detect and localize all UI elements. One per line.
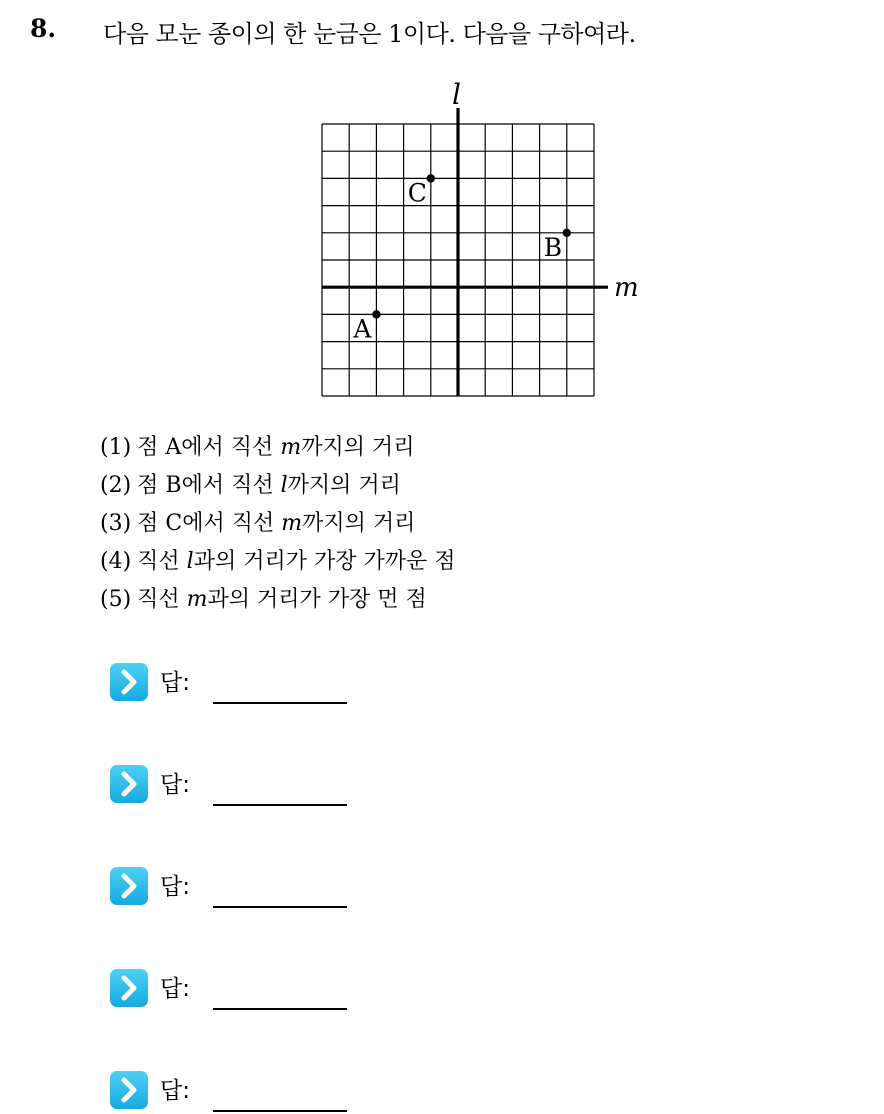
subquestion-list <box>100 429 455 619</box>
answer-label: 답: <box>160 874 190 900</box>
subquestion-variable: m <box>281 511 303 536</box>
subquestion-number: (2) <box>100 473 132 498</box>
subquestion-3 <box>100 505 455 543</box>
answer-label: 답: <box>160 976 190 1002</box>
subquestion-4 <box>100 543 455 581</box>
subquestion-variable: l <box>186 549 194 574</box>
point-B <box>563 229 571 237</box>
answer-row-5 <box>110 1068 410 1112</box>
subquestion-text: 까지의 거리 <box>302 511 416 536</box>
answer-blank[interactable] <box>213 906 347 908</box>
point-label-B: B <box>543 232 563 262</box>
subquestion-number: (1) <box>100 435 132 460</box>
answer-label: 답: <box>160 772 190 798</box>
answer-row-1 <box>110 660 410 704</box>
answer-blank[interactable] <box>213 804 347 806</box>
subquestion-text: 까지의 거리 <box>287 473 401 498</box>
line-m-label: m <box>614 273 639 304</box>
subquestion-1 <box>100 429 455 467</box>
subquestion-variable: l <box>280 473 288 498</box>
subquestion-2 <box>100 467 455 505</box>
chevron-right-icon <box>110 1071 148 1109</box>
grid-figure <box>300 76 660 406</box>
answer-label: 답: <box>160 670 190 696</box>
chevron-right-icon <box>110 663 148 701</box>
answer-blank[interactable] <box>213 1110 347 1112</box>
question-number: 8. <box>30 14 57 43</box>
line-l-label: l <box>452 78 461 111</box>
chevron-right-icon <box>110 867 148 905</box>
subquestion-text: 과의 거리가 가장 가까운 점 <box>193 549 456 574</box>
chevron-right-icon <box>110 969 148 1007</box>
subquestion-text: 점 B에서 직선 <box>137 473 281 498</box>
subquestion-text: 점 C에서 직선 <box>137 511 282 536</box>
subquestion-text: 직선 <box>137 549 187 574</box>
point-A <box>372 310 380 318</box>
answer-row-4 <box>110 966 410 1010</box>
answer-blank[interactable] <box>213 1008 347 1010</box>
answer-row-2 <box>110 762 410 806</box>
subquestion-variable: m <box>280 435 302 460</box>
subquestion-text: 까지의 거리 <box>301 435 415 460</box>
point-label-A: A <box>353 314 372 344</box>
question-text: 다음 모눈 종이의 한 눈금은 1이다. 다음을 구하여라. <box>103 20 636 48</box>
subquestion-5 <box>100 581 455 619</box>
answer-blank[interactable] <box>213 702 347 704</box>
point-label-C: C <box>407 178 427 208</box>
subquestion-number: (4) <box>100 549 132 574</box>
chevron-right-icon <box>110 765 148 803</box>
subquestion-number: (3) <box>100 511 132 536</box>
coordinate-grid <box>300 76 660 406</box>
subquestion-variable: m <box>186 587 208 612</box>
answer-label: 답: <box>160 1078 190 1104</box>
subquestion-text: 직선 <box>137 587 187 612</box>
subquestion-number: (5) <box>100 587 132 612</box>
subquestion-text: 과의 거리가 가장 먼 점 <box>207 587 427 612</box>
answer-row-3 <box>110 864 410 908</box>
point-C <box>427 174 435 182</box>
subquestion-text: 점 A에서 직선 <box>137 435 281 460</box>
